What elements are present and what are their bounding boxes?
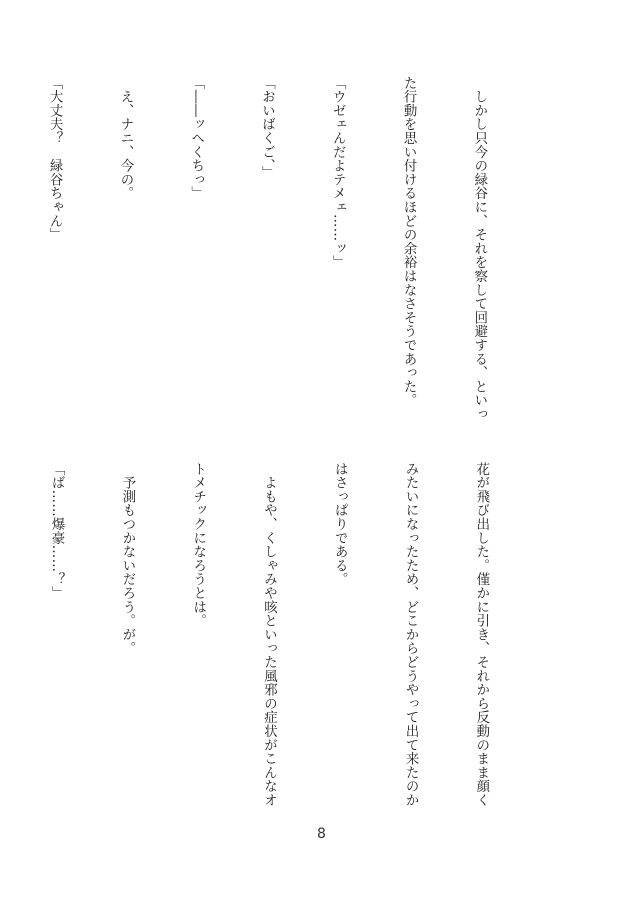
text-line: 「ば……爆豪……？」 xyxy=(49,462,65,600)
page-number: 8 xyxy=(317,826,326,842)
upper-text-block xyxy=(47,76,538,421)
text-line: よもや、くしゃみや咳といった風邪の症状がこんなオ xyxy=(261,462,277,807)
text-line: 「ウゼェんだよテメェ……ッ」 xyxy=(330,76,346,270)
text-line: トメチックになろうとは。 xyxy=(190,462,206,628)
text-line: 花が飛び出した。僅かに引き、それから反動のまま顔く xyxy=(473,462,489,807)
text-line: しかし只今の緑谷に、それを察して回避する、といっ xyxy=(471,76,487,421)
text-line: た行動を思い付けるほどの余裕はなさそうであった。 xyxy=(401,76,417,408)
text-line: 「大丈夫？ 緑谷ちゃん」 xyxy=(47,76,63,242)
text-line: はさっぱりである。 xyxy=(332,462,348,587)
text-line: 「――ッへくちっ」 xyxy=(188,76,204,201)
text-line: え、ナニ、今の。 xyxy=(117,76,133,201)
lower-text-block xyxy=(49,462,540,807)
text-line: みたいになったため、どこからどうやって出て来たのか xyxy=(403,462,419,807)
text-line: 「おいばくご、」 xyxy=(259,76,275,180)
text-line: 予測もつかないだろう。が。 xyxy=(119,462,135,656)
